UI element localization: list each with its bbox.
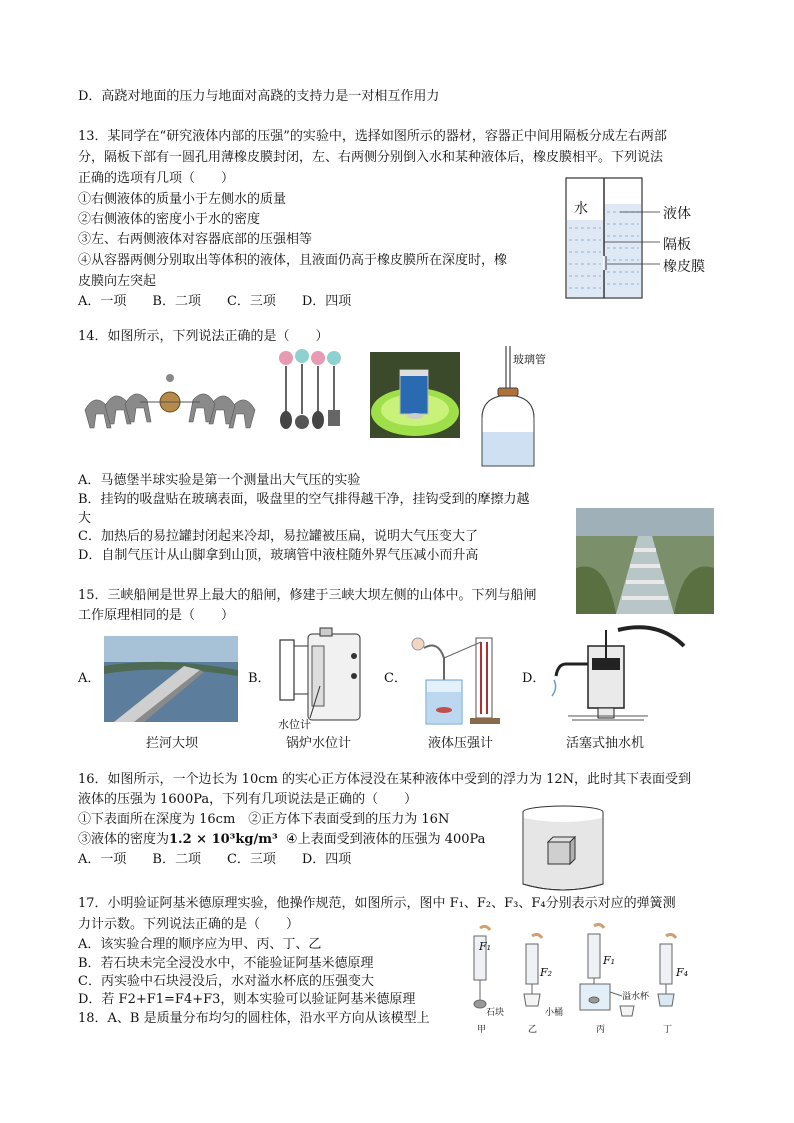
f4-label: F₄ xyxy=(676,966,689,979)
water-gauge-label: 水位计 xyxy=(278,718,311,731)
q15-caption-a: 拦河大坝 xyxy=(146,736,199,751)
can-in-basin-image xyxy=(370,352,460,438)
pressure-gauge-figure xyxy=(404,630,504,730)
q13-statement-3: ③左、右两侧液体对容器底部的压强相等 xyxy=(78,232,313,247)
q15-option-c-label: C． xyxy=(384,671,407,686)
suction-hooks-image xyxy=(272,348,348,430)
q14-option-b-line2: 大 xyxy=(78,511,92,526)
q12-option-d: D．高跷对地面的压力与地面对高跷的支持力是一对相互作用力 xyxy=(78,89,440,104)
ship-lock-photo xyxy=(576,508,714,614)
boiler-gauge-figure xyxy=(270,626,370,730)
q17-option-c: C．丙实验中石块浸没后，水对溢水杯底的压强变大 xyxy=(78,974,374,989)
piston-pump-figure xyxy=(548,624,688,724)
q13-stem-line3: 正确的选项有几项（ ） xyxy=(78,171,235,186)
yi-label: 乙 xyxy=(528,1025,538,1035)
q13-label-divider: 隔板 xyxy=(663,237,691,253)
q15-option-a-label: A． xyxy=(78,671,101,686)
q13-label-membrane: 橡皮膜 xyxy=(663,259,705,275)
q15-caption-d: 活塞式抽水机 xyxy=(566,736,645,751)
q15-stem-line2: 工作原理相同的是（ ） xyxy=(78,608,235,623)
bing-label: 丙 xyxy=(596,1025,606,1035)
q13-statement-4b: 皮膜向左突起 xyxy=(78,274,157,289)
q14-option-d: D．自制气压计从山脚拿到山顶，玻璃管中液柱随外界气压减小而升高 xyxy=(78,548,479,563)
overflow-cup-label: 溢水杯 xyxy=(622,992,650,1002)
q16-statement-3-4 xyxy=(78,831,485,849)
ding-label: 丁 xyxy=(663,1025,673,1035)
q13-stem-line1: 13．某同学在“研究液体内部的压强”的实验中，选择如图所示的器材，容器正中间用隔板分成左右两部 xyxy=(78,129,667,144)
dam-photo xyxy=(104,636,238,722)
q17-stem-line2: 力计示数。下列说法正确的是（ ） xyxy=(78,917,300,932)
f1-label: F₁ xyxy=(479,940,492,953)
q14-option-b-line1: B．挂钩的吸盘贴在玻璃表面，吸盘里的空气排得越干净，挂钩受到的摩擦力越 xyxy=(78,492,530,507)
q13-label-liquid: 液体 xyxy=(663,206,691,222)
q13-container-figure xyxy=(560,176,730,302)
q16-statement-1-2: ①下表面所在深度为 16cm ②正方体下表面受到的压力为 16N xyxy=(78,812,450,827)
q15-caption-c: 液体压强计 xyxy=(428,736,494,751)
q15-option-d-label: D． xyxy=(522,671,546,686)
q17-option-d: D．若 F2+F1=F4+F3，则本实验可以验证阿基米德原理 xyxy=(78,992,416,1007)
magdeburg-hemispheres-image xyxy=(80,370,260,440)
q16-stem-line2: 液体的压强为 1600Pa，下列有几项说法是正确的（ ） xyxy=(78,792,418,807)
q13-options: A．一项 B．二项 C．三项 D．四项 xyxy=(78,294,352,309)
q14-option-c: C．加热后的易拉罐封闭起来冷却，易拉罐被压扁，说明大气压变大了 xyxy=(78,529,478,544)
q16-statement-3: ③液体的密度为 xyxy=(78,832,170,847)
q13-statement-2: ②右侧液体的密度小于水的密度 xyxy=(78,212,261,227)
q13-statement-1: ①右侧液体的质量小于左侧水的质量 xyxy=(78,192,287,207)
q18-stem-line1: 18．A、B 是质量分布均匀的圆柱体，沿水平方向从该模型上 xyxy=(78,1011,430,1026)
f2-label: F₂ xyxy=(540,966,553,979)
q13-stem-line2: 分，隔板下部有一圆孔用薄橡皮膜封闭，左、右两侧分别倒入水和某种液体后，橡皮膜相平。下列说法 xyxy=(78,150,664,165)
q17-stem-line1: 17．小明验证阿基米德原理实验，他操作规范，如图所示，图中 F₁、F₂、F₃、F₄分别表示对应的弹簧测 xyxy=(78,896,676,911)
cube-in-beaker-figure xyxy=(518,804,608,894)
q16-options: A．一项 B．二项 C．三项 D．四项 xyxy=(78,852,352,867)
stone-label: 石块 xyxy=(486,1008,505,1018)
glass-tube-label: 玻璃管 xyxy=(513,353,546,366)
q13-statement-4a: ④从容器两侧分别取出等体积的液体，且液面仍高于橡皮膜所在深度时，橡 xyxy=(78,253,508,268)
q14-stem: 14．如图所示，下列说法正确的是（ ） xyxy=(78,329,329,344)
q16-density-formula: 1.2 × 10³kg/m³ xyxy=(169,832,278,847)
jia-label: 甲 xyxy=(477,1025,487,1035)
f3-label: F₁ xyxy=(603,954,616,967)
q15-stem-line1: 15．三峡船闸是世界上最大的船闸，修建于三峡大坝左侧的山体中。下列与船闸 xyxy=(78,588,537,603)
q17-option-a: A．该实验合理的顺序应为甲、丙、丁、乙 xyxy=(78,937,322,952)
q16-stem-line1: 16．如图所示，一个边长为 10cm 的实心正方体浸没在某种液体中受到的浮力为 12N，此时其下表面受到 xyxy=(78,772,692,787)
q16-statement-4: ④上表面受到液体的压强为 400Pa xyxy=(285,832,486,847)
q15-option-b-label: B． xyxy=(248,671,271,686)
bucket-label: 小桶 xyxy=(545,1008,564,1018)
q15-caption-b: 锅炉水位计 xyxy=(286,736,352,751)
q14-option-a: A．马德堡半球实验是第一个测量出大气压的实验 xyxy=(78,473,361,488)
q17-option-b: B．若石块未完全浸没水中，不能验证阿基米德原理 xyxy=(78,956,374,971)
q13-label-water: 水 xyxy=(574,201,588,217)
